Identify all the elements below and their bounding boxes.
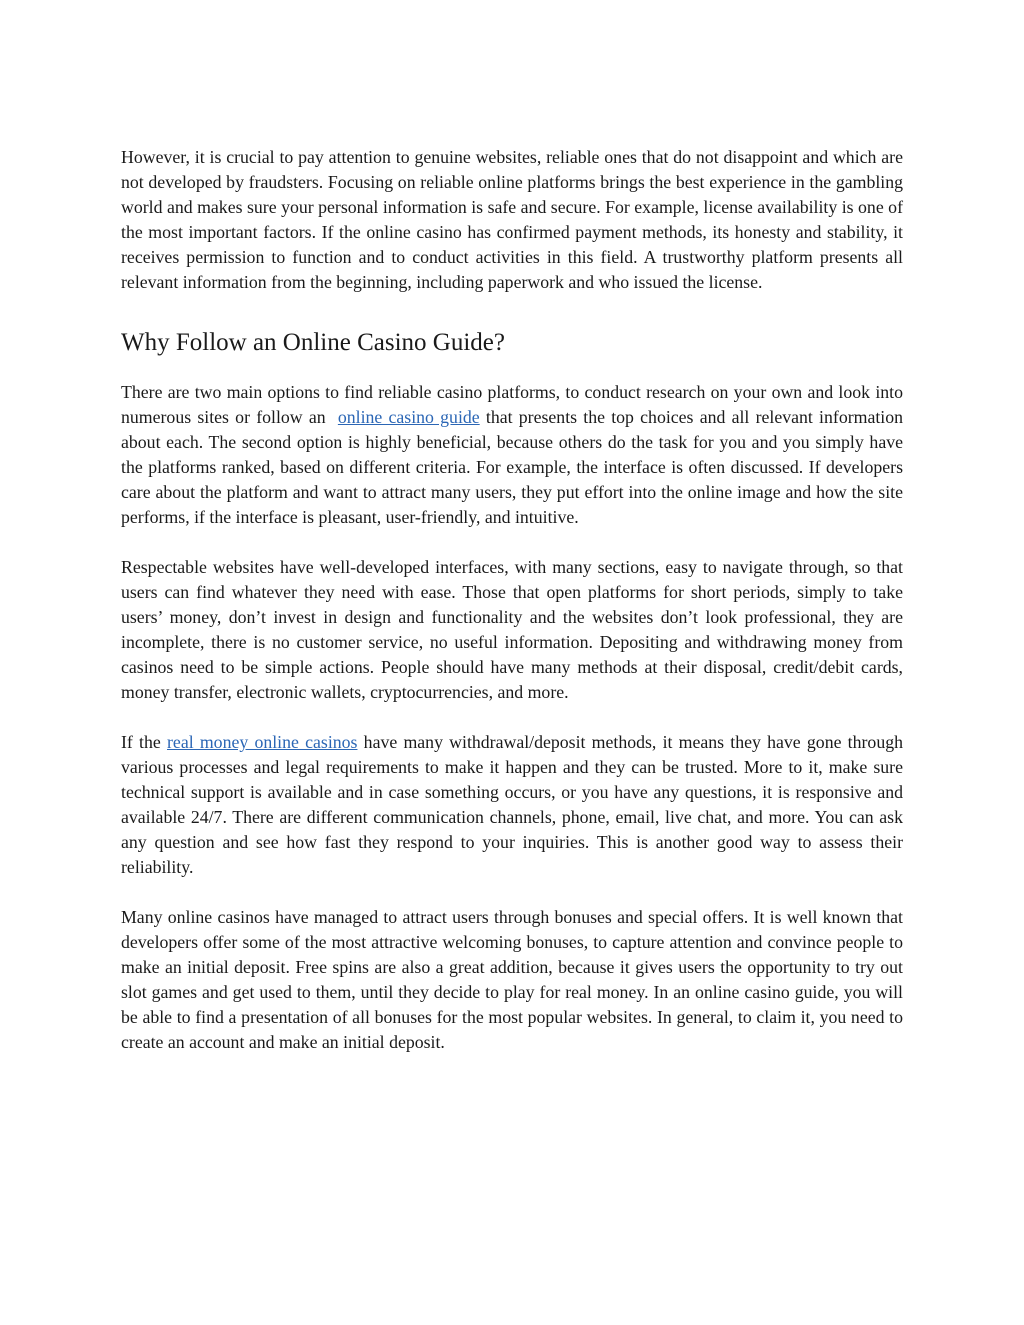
document-page	[121, 145, 903, 1055]
paragraph-4-text-before-link: If the	[121, 732, 167, 752]
online-casino-guide-link[interactable]: online casino guide	[337, 407, 480, 427]
paragraph-3: Respectable websites have well-developed interfaces, with many sections, easy to navigate through, so that users can find whatever they need with ease. Those that open platforms for short periods, simply to take users’ money, don’t invest in design and functionality and the websites don’t look professional, they are incomplete, there is no customer service, no useful information. Depositing and withdrawing money from casinos need to be simple actions. People should have many methods at their disposal, credit/debit cards, money transfer, electronic wallets, cryptocurrencies, and more.	[121, 557, 903, 702]
section-heading: Why Follow an Online Casino Guide?	[121, 329, 505, 356]
paragraph-4	[121, 730, 903, 880]
paragraph-2-text-before-link: There are two main options to find reliable casino platforms, to conduct research on your own and look into numerous sites or follow an	[121, 382, 903, 427]
paragraph-2	[121, 380, 903, 530]
paragraph-1: However, it is crucial to pay attention to genuine websites, reliable ones that do not disappoint and which are not developed by fraudsters. Focusing on reliable online platforms brings the best experience in the gambling world and makes sure your personal information is safe and secure. For example, license availability is one of the most important factors. If the online casino has confirmed payment methods, its honesty and stability, it receives permission to function and to conduct activities in this field. A trustworthy platform presents all relevant information from the beginning, including paperwork and who issued the license.	[121, 147, 903, 292]
paragraph-4-text-after-link: have many withdrawal/deposit methods, it means they have gone through various processes and legal requirements to make it happen and they can be trusted. More to it, make sure technical support is available and in case something occurs, or you have any questions, it is responsive and available 24/7. There are different communication channels, phone, email, live chat, and more. You can ask any question and see how fast they respond to your inquiries. This is another good way to assess their reliability.	[121, 732, 903, 877]
paragraph-5: Many online casinos have managed to attract users through bonuses and special offers. It is well known that developers offer some of the most attractive welcoming bonuses, to capture attention and convince people to make an initial deposit. Free spins are also a great addition, because it gives users the opportunity to try out slot games and get used to them, until they decide to play for real money. In an online casino guide, you will be able to find a presentation of all bonuses for the most popular websites. In general, to claim it, you need to create an account and make an initial deposit.	[121, 907, 903, 1052]
real-money-online-casinos-link[interactable]: real money online casinos	[167, 732, 358, 752]
paragraph-2-text-after-link: that presents the top choices and all relevant information about each. The second option is highly beneficial, because others do the task for you and you simply have the platforms ranked, based on different criteria. For example, the interface is often discussed. If developers care about the platform and want to attract many users, they put effort into the online image and how the site performs, if the interface is pleasant, user-friendly, and intuitive.	[121, 407, 904, 527]
